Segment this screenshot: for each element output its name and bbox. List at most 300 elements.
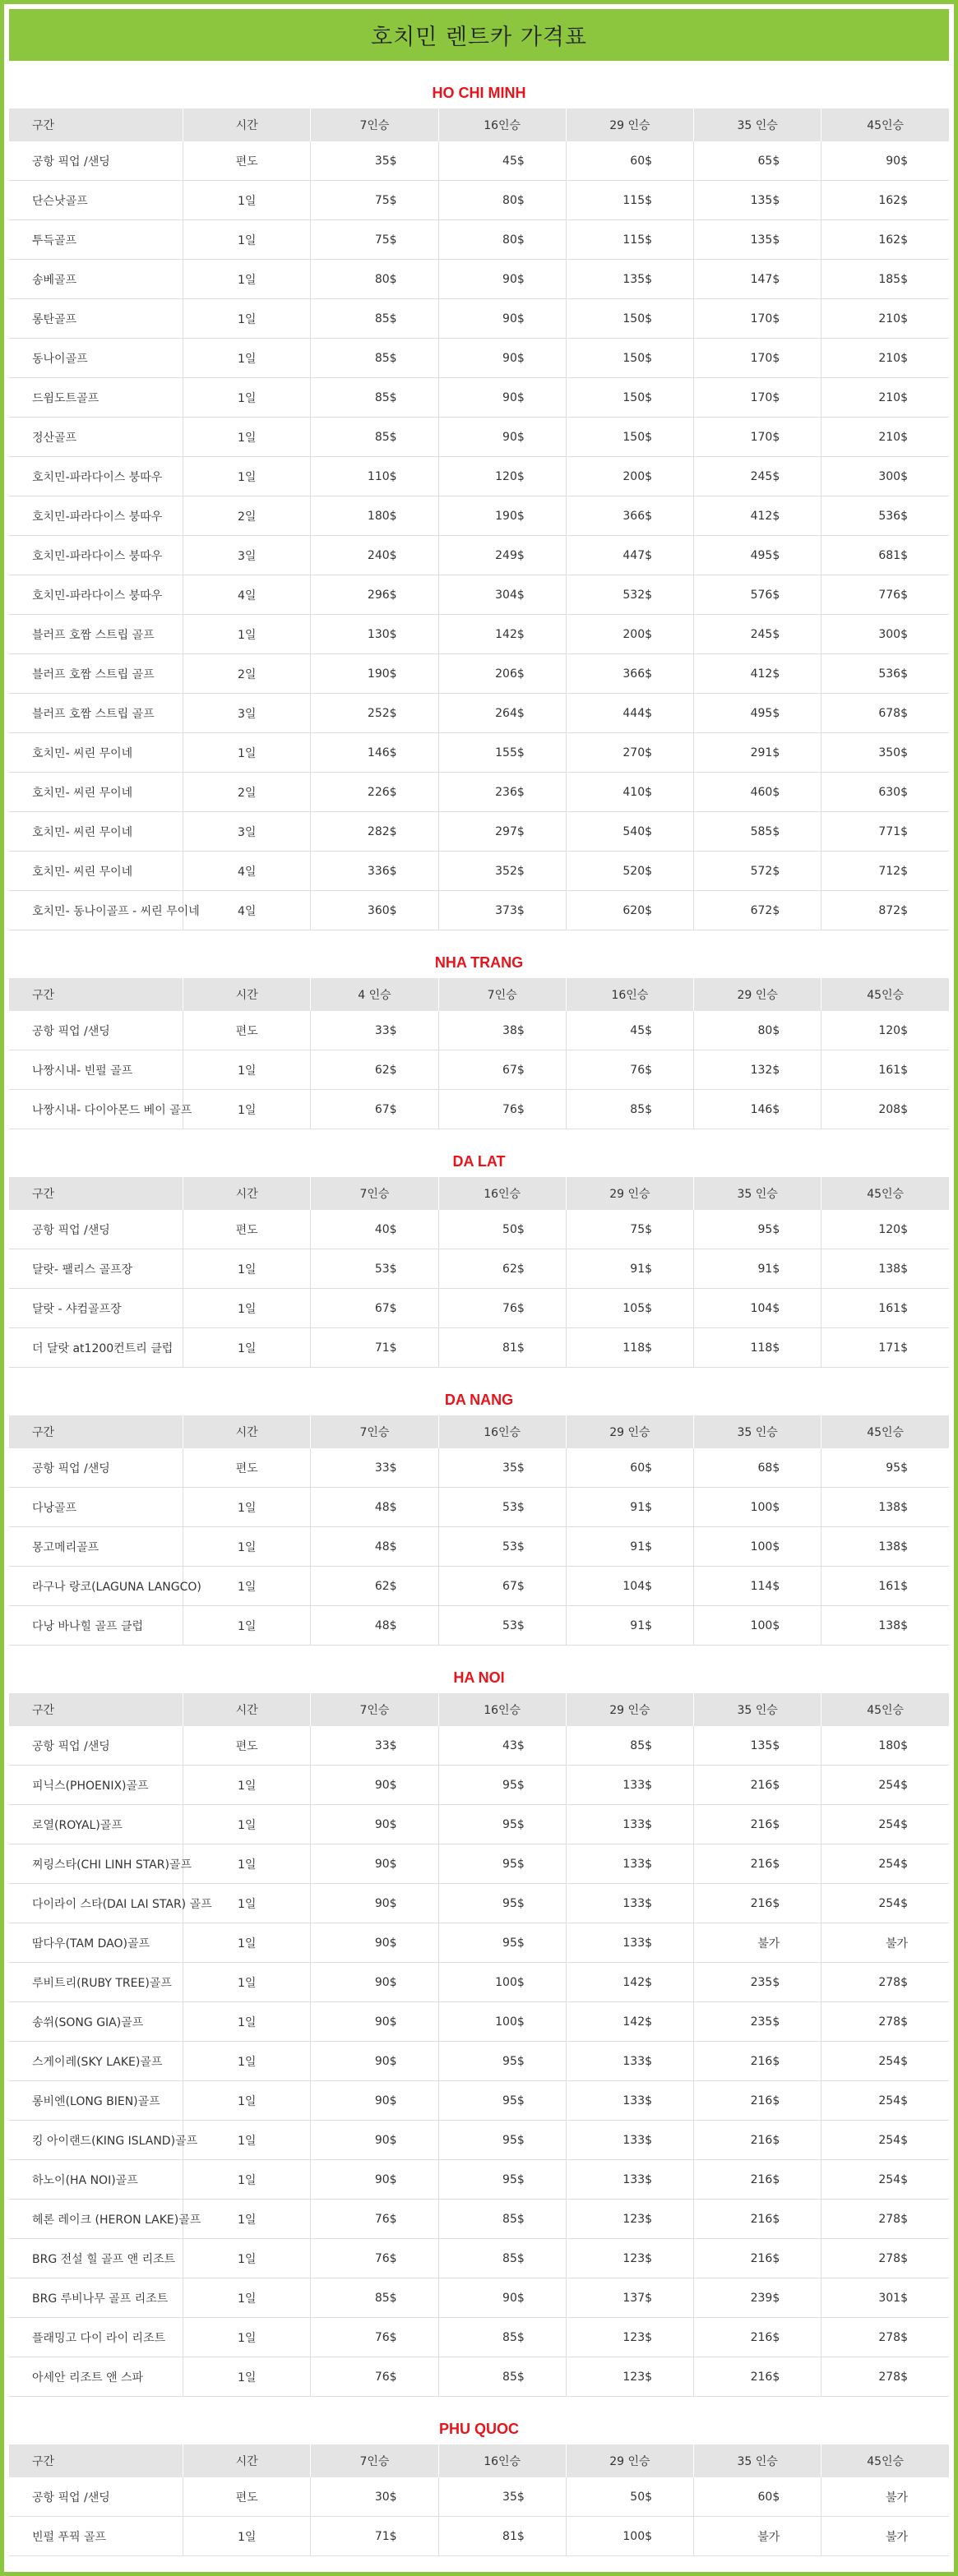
table-row (9, 2002, 949, 2042)
table-row (9, 773, 949, 812)
price-cell: 120$ (821, 1210, 949, 1249)
column-header: 35 인승 (694, 108, 821, 141)
region-title: PHU QUOC (438, 2421, 519, 2437)
duration-cell: 1일 (183, 1090, 311, 1129)
duration-cell: 1일 (183, 2160, 311, 2200)
price-cell: 90$ (438, 299, 566, 339)
route-cell: 호치민- 씨린 무이네 (9, 773, 183, 812)
table-header-row (9, 1415, 949, 1448)
price-cell: 138$ (821, 1249, 949, 1289)
price-cell: 33$ (311, 1448, 438, 1488)
region-title: NHA TRANG (434, 954, 524, 971)
price-cell: 146$ (311, 733, 438, 773)
price-table (9, 108, 949, 930)
table-row (9, 1050, 949, 1090)
price-cell: 33$ (311, 1726, 438, 1766)
price-cell: 50$ (566, 2477, 693, 2517)
price-cell: 85$ (438, 2239, 566, 2278)
price-cell: 100$ (566, 2517, 693, 2556)
price-cell: 410$ (566, 773, 693, 812)
duration-cell: 1일 (183, 2239, 311, 2278)
price-cell: 170$ (694, 299, 821, 339)
price-cell: 53$ (438, 1606, 566, 1646)
price-cell: 76$ (566, 1050, 693, 1090)
table-row (9, 1963, 949, 2002)
price-cell: 226$ (311, 773, 438, 812)
price-cell: 254$ (821, 1766, 949, 1805)
price-cell: 130$ (311, 615, 438, 654)
price-cell: 95$ (438, 1884, 566, 1923)
price-cell: 90$ (311, 2160, 438, 2200)
table-row (9, 2121, 949, 2160)
price-cell: 278$ (821, 2239, 949, 2278)
price-cell: 350$ (821, 733, 949, 773)
region-section (9, 1368, 949, 1646)
price-cell: 216$ (694, 2042, 821, 2081)
route-cell: 라구나 랑코(LAGUNA LANGCO) (9, 1567, 183, 1606)
route-cell: 피닉스(PHOENIX)골프 (9, 1766, 183, 1805)
duration-cell: 1일 (183, 1328, 311, 1368)
table-row (9, 260, 949, 299)
price-cell: 216$ (694, 2357, 821, 2397)
price-cell: 236$ (438, 773, 566, 812)
price-cell: 254$ (821, 2160, 949, 2200)
price-cell: 90$ (311, 1963, 438, 2002)
price-cell: 105$ (566, 1289, 693, 1328)
price-cell: 296$ (311, 575, 438, 615)
price-cell: 60$ (566, 141, 693, 181)
duration-cell: 1일 (183, 1923, 311, 1963)
route-cell: 호치민- 동나이골프 - 씨린 무이네 (9, 891, 183, 930)
price-cell: 360$ (311, 891, 438, 930)
table-row (9, 1090, 949, 1129)
table-row (9, 339, 949, 378)
column-header: 29 인승 (566, 1415, 693, 1448)
column-header: 35 인승 (694, 1415, 821, 1448)
price-cell: 520$ (566, 852, 693, 891)
column-header: 시간 (183, 2444, 311, 2477)
price-cell: 133$ (566, 1884, 693, 1923)
route-cell: 빈펄 푸꿕 골프 (9, 2517, 183, 2556)
column-header: 시간 (183, 1415, 311, 1448)
duration-cell: 1일 (183, 181, 311, 220)
column-header: 16인승 (566, 978, 693, 1011)
price-cell: 85$ (311, 339, 438, 378)
column-header: 16인승 (438, 108, 566, 141)
table-row (9, 1527, 949, 1567)
price-cell: 67$ (311, 1289, 438, 1328)
price-cell: 120$ (821, 1011, 949, 1050)
price-cell: 240$ (311, 536, 438, 575)
price-cell: 210$ (821, 299, 949, 339)
price-cell: 60$ (566, 1448, 693, 1488)
column-header: 4 인승 (311, 978, 438, 1011)
price-cell: 137$ (566, 2278, 693, 2318)
price-cell: 352$ (438, 852, 566, 891)
table-row (9, 1488, 949, 1527)
page-title: 호치민 렌트카 가격표 (371, 25, 587, 50)
price-cell: 100$ (438, 2002, 566, 2042)
route-cell: 공항 픽업 /샌딩 (9, 2477, 183, 2517)
price-cell: 85$ (311, 378, 438, 418)
price-cell: 206$ (438, 654, 566, 694)
route-cell: 호치민- 씨린 무이네 (9, 733, 183, 773)
price-cell: 138$ (821, 1488, 949, 1527)
price-cell: 91$ (566, 1249, 693, 1289)
route-cell: 킹 아이랜드(KING ISLAND)골프 (9, 2121, 183, 2160)
duration-cell: 1일 (183, 1766, 311, 1805)
price-cell: 90$ (311, 1923, 438, 1963)
price-cell: 76$ (311, 2318, 438, 2357)
duration-cell: 1일 (183, 1805, 311, 1844)
price-cell: 80$ (438, 220, 566, 260)
duration-cell: 4일 (183, 575, 311, 615)
price-cell: 147$ (694, 260, 821, 299)
price-cell: 불가 (694, 2517, 821, 2556)
price-cell: 76$ (438, 1289, 566, 1328)
price-cell: 216$ (694, 1805, 821, 1844)
duration-cell: 1일 (183, 2200, 311, 2239)
route-cell: 달랏- 팰리스 골프장 (9, 1249, 183, 1289)
price-cell: 216$ (694, 2081, 821, 2121)
price-cell: 76$ (311, 2239, 438, 2278)
duration-cell: 1일 (183, 2002, 311, 2042)
price-cell: 100$ (694, 1488, 821, 1527)
duration-cell: 1일 (183, 1884, 311, 1923)
duration-cell: 1일 (183, 299, 311, 339)
price-cell: 76$ (438, 1090, 566, 1129)
price-cell: 216$ (694, 1844, 821, 1884)
table-row (9, 2517, 949, 2556)
duration-cell: 1일 (183, 1567, 311, 1606)
price-cell: 771$ (821, 812, 949, 852)
route-cell: 공항 픽업 /샌딩 (9, 1448, 183, 1488)
table-row (9, 2160, 949, 2200)
price-cell: 216$ (694, 1766, 821, 1805)
price-cell: 91$ (566, 1527, 693, 1567)
price-cell: 90$ (311, 2121, 438, 2160)
price-cell: 170$ (694, 418, 821, 457)
region-title: HO CHI MINH (432, 85, 526, 101)
price-cell: 336$ (311, 852, 438, 891)
price-cell: 150$ (566, 418, 693, 457)
price-cell: 48$ (311, 1606, 438, 1646)
price-cell: 161$ (821, 1289, 949, 1328)
price-cell: 104$ (566, 1567, 693, 1606)
table-row (9, 1289, 949, 1328)
route-cell: 땀다우(TAM DAO)골프 (9, 1923, 183, 1963)
region-title: DA LAT (452, 1153, 506, 1170)
price-cell: 81$ (438, 2517, 566, 2556)
price-cell: 80$ (694, 1011, 821, 1050)
table-row (9, 181, 949, 220)
duration-cell: 1일 (183, 1963, 311, 2002)
price-cell: 45$ (438, 141, 566, 181)
price-cell: 35$ (438, 1448, 566, 1488)
price-cell: 135$ (694, 220, 821, 260)
price-cell: 75$ (311, 181, 438, 220)
price-cell: 210$ (821, 339, 949, 378)
route-cell: 공항 픽업 /샌딩 (9, 1011, 183, 1050)
price-cell: 100$ (694, 1606, 821, 1646)
route-cell: 호치민-파라다이스 붕따우 (9, 457, 183, 496)
column-header: 29 인승 (566, 108, 693, 141)
title-banner (9, 9, 949, 61)
price-cell: 67$ (311, 1090, 438, 1129)
price-cell: 190$ (311, 654, 438, 694)
price-cell: 216$ (694, 2239, 821, 2278)
price-cell: 142$ (566, 1963, 693, 2002)
price-cell: 68$ (694, 1448, 821, 1488)
price-cell: 245$ (694, 615, 821, 654)
price-cell: 300$ (821, 457, 949, 496)
price-cell: 216$ (694, 2121, 821, 2160)
price-cell: 572$ (694, 852, 821, 891)
price-cell: 630$ (821, 773, 949, 812)
table-row (9, 1766, 949, 1805)
column-header: 16인승 (438, 1693, 566, 1726)
price-cell: 133$ (566, 1766, 693, 1805)
price-cell: 53$ (311, 1249, 438, 1289)
price-cell: 95$ (694, 1210, 821, 1249)
table-row (9, 1805, 949, 1844)
column-header: 45인승 (821, 1693, 949, 1726)
price-cell: 495$ (694, 694, 821, 733)
duration-cell: 1일 (183, 2278, 311, 2318)
price-cell: 133$ (566, 1923, 693, 1963)
price-cell: 138$ (821, 1606, 949, 1646)
price-cell: 412$ (694, 496, 821, 536)
price-cell: 95$ (438, 2160, 566, 2200)
column-header: 시간 (183, 1177, 311, 1210)
table-row (9, 1844, 949, 1884)
region-sections (4, 61, 954, 2556)
column-header: 16인승 (438, 2444, 566, 2477)
table-row (9, 852, 949, 891)
price-cell: 90$ (438, 260, 566, 299)
price-cell: 249$ (438, 536, 566, 575)
table-row (9, 496, 949, 536)
price-cell: 95$ (438, 1844, 566, 1884)
route-cell: 공항 픽업 /샌딩 (9, 1726, 183, 1766)
price-cell: 278$ (821, 2200, 949, 2239)
price-cell: 91$ (694, 1249, 821, 1289)
table-row (9, 1884, 949, 1923)
price-cell: 150$ (566, 378, 693, 418)
price-cell: 366$ (566, 496, 693, 536)
price-cell: 50$ (438, 1210, 566, 1249)
price-cell: 95$ (438, 1805, 566, 1844)
price-cell: 80$ (311, 260, 438, 299)
price-cell: 254$ (821, 1805, 949, 1844)
price-cell: 254$ (821, 1884, 949, 1923)
column-header: 29 인승 (694, 978, 821, 1011)
duration-cell: 1일 (183, 2318, 311, 2357)
duration-cell: 4일 (183, 852, 311, 891)
region-title: HA NOI (453, 1669, 505, 1686)
price-cell: 75$ (311, 220, 438, 260)
price-cell: 170$ (694, 339, 821, 378)
price-cell: 180$ (821, 1726, 949, 1766)
route-cell: 달랏 - 샤컴골프장 (9, 1289, 183, 1328)
price-cell: 85$ (311, 418, 438, 457)
duration-cell: 3일 (183, 536, 311, 575)
price-cell: 872$ (821, 891, 949, 930)
duration-cell: 1일 (183, 418, 311, 457)
price-cell: 133$ (566, 2121, 693, 2160)
table-row (9, 1567, 949, 1606)
table-header-row (9, 1693, 949, 1726)
route-cell: 호치민-파라다이스 붕따우 (9, 575, 183, 615)
duration-cell: 1일 (183, 260, 311, 299)
price-cell: 162$ (821, 220, 949, 260)
duration-cell: 1일 (183, 2517, 311, 2556)
price-cell: 366$ (566, 654, 693, 694)
duration-cell: 1일 (183, 1050, 311, 1090)
route-cell: 호치민- 씨린 무이네 (9, 812, 183, 852)
price-cell: 114$ (694, 1567, 821, 1606)
table-row (9, 2200, 949, 2239)
price-cell: 161$ (821, 1050, 949, 1090)
price-cell: 412$ (694, 654, 821, 694)
table-row (9, 2357, 949, 2397)
route-cell: 다이라이 스타(DAI LAI STAR) 골프 (9, 1884, 183, 1923)
price-cell: 123$ (566, 2200, 693, 2239)
price-cell: 776$ (821, 575, 949, 615)
price-cell: 712$ (821, 852, 949, 891)
price-cell: 90$ (311, 2002, 438, 2042)
price-cell: 95$ (438, 1766, 566, 1805)
price-cell: 85$ (438, 2200, 566, 2239)
price-cell: 135$ (694, 181, 821, 220)
route-cell: 헤론 레이크 (HERON LAKE)골프 (9, 2200, 183, 2239)
route-cell: 정산골프 (9, 418, 183, 457)
price-cell: 123$ (566, 2318, 693, 2357)
price-cell: 210$ (821, 418, 949, 457)
price-cell: 67$ (438, 1050, 566, 1090)
route-cell: 투득골프 (9, 220, 183, 260)
table-row (9, 1328, 949, 1368)
price-cell: 254$ (821, 2081, 949, 2121)
price-cell: 81$ (438, 1328, 566, 1368)
column-header: 35 인승 (694, 1693, 821, 1726)
price-cell: 216$ (694, 1884, 821, 1923)
route-cell: 송베골프 (9, 260, 183, 299)
price-cell: 185$ (821, 260, 949, 299)
price-cell: 60$ (694, 2477, 821, 2517)
price-cell: 133$ (566, 2042, 693, 2081)
column-header: 29 인승 (566, 1693, 693, 1726)
route-cell: 더 달랏 at1200컨트리 클럽 (9, 1328, 183, 1368)
price-cell: 43$ (438, 1726, 566, 1766)
table-row (9, 1448, 949, 1488)
price-cell: 373$ (438, 891, 566, 930)
column-header: 16인승 (438, 1415, 566, 1448)
region-section (9, 2397, 949, 2556)
price-cell: 536$ (821, 654, 949, 694)
duration-cell: 1일 (183, 2081, 311, 2121)
duration-cell: 1일 (183, 1527, 311, 1567)
route-cell: 루비트리(RUBY TREE)골프 (9, 1963, 183, 2002)
price-cell: 245$ (694, 457, 821, 496)
column-header: 시간 (183, 978, 311, 1011)
price-cell: 278$ (821, 1963, 949, 2002)
price-cell: 135$ (566, 260, 693, 299)
column-header: 구간 (9, 1177, 183, 1210)
route-cell: 송쒸(SONG GIA)골프 (9, 2002, 183, 2042)
price-cell: 133$ (566, 1805, 693, 1844)
route-cell: 스게이레(SKY LAKE)골프 (9, 2042, 183, 2081)
price-cell: 90$ (311, 2081, 438, 2121)
price-cell: 252$ (311, 694, 438, 733)
price-cell: 672$ (694, 891, 821, 930)
price-cell: 200$ (566, 457, 693, 496)
column-header: 구간 (9, 2444, 183, 2477)
price-cell: 297$ (438, 812, 566, 852)
route-cell: 하노이(HA NOI)골프 (9, 2160, 183, 2200)
duration-cell: 3일 (183, 694, 311, 733)
route-cell: 나짱시내- 다이아몬드 베이 골프 (9, 1090, 183, 1129)
price-cell: 123$ (566, 2239, 693, 2278)
region-title: DA NANG (444, 1392, 514, 1408)
price-cell: 62$ (438, 1249, 566, 1289)
duration-cell: 2일 (183, 654, 311, 694)
price-cell: 118$ (566, 1328, 693, 1368)
region-section (9, 1646, 949, 2397)
table-row (9, 2477, 949, 2517)
price-cell: 90$ (311, 1766, 438, 1805)
price-cell: 270$ (566, 733, 693, 773)
price-cell: 254$ (821, 1844, 949, 1884)
column-header: 35 인승 (694, 2444, 821, 2477)
price-cell: 170$ (694, 378, 821, 418)
route-cell: 호치민- 씨린 무이네 (9, 852, 183, 891)
price-cell: 48$ (311, 1527, 438, 1567)
price-cell: 100$ (438, 1963, 566, 2002)
price-cell: 45$ (566, 1011, 693, 1050)
price-cell: 90$ (438, 339, 566, 378)
table-row (9, 378, 949, 418)
price-cell: 495$ (694, 536, 821, 575)
price-cell: 95$ (821, 1448, 949, 1488)
route-cell: 다낭골프 (9, 1488, 183, 1527)
duration-cell: 1일 (183, 1289, 311, 1328)
price-cell: 254$ (821, 2042, 949, 2081)
region-section (9, 1129, 949, 1368)
price-cell: 90$ (438, 378, 566, 418)
price-cell: 38$ (438, 1011, 566, 1050)
price-cell: 53$ (438, 1527, 566, 1567)
price-cell: 115$ (566, 181, 693, 220)
price-cell: 150$ (566, 299, 693, 339)
table-row (9, 2239, 949, 2278)
table-row (9, 733, 949, 773)
route-cell: 드윔도트골프 (9, 378, 183, 418)
price-cell: 80$ (438, 181, 566, 220)
price-cell: 536$ (821, 496, 949, 536)
table-row (9, 536, 949, 575)
column-header: 7인승 (311, 2444, 438, 2477)
price-cell: 532$ (566, 575, 693, 615)
table-row (9, 891, 949, 930)
price-cell: 180$ (311, 496, 438, 536)
duration-cell: 4일 (183, 891, 311, 930)
price-cell: 133$ (566, 1844, 693, 1884)
price-cell: 90$ (438, 418, 566, 457)
price-cell: 85$ (311, 2278, 438, 2318)
price-cell: 90$ (821, 141, 949, 181)
route-cell: 공항 픽업 /샌딩 (9, 1210, 183, 1249)
